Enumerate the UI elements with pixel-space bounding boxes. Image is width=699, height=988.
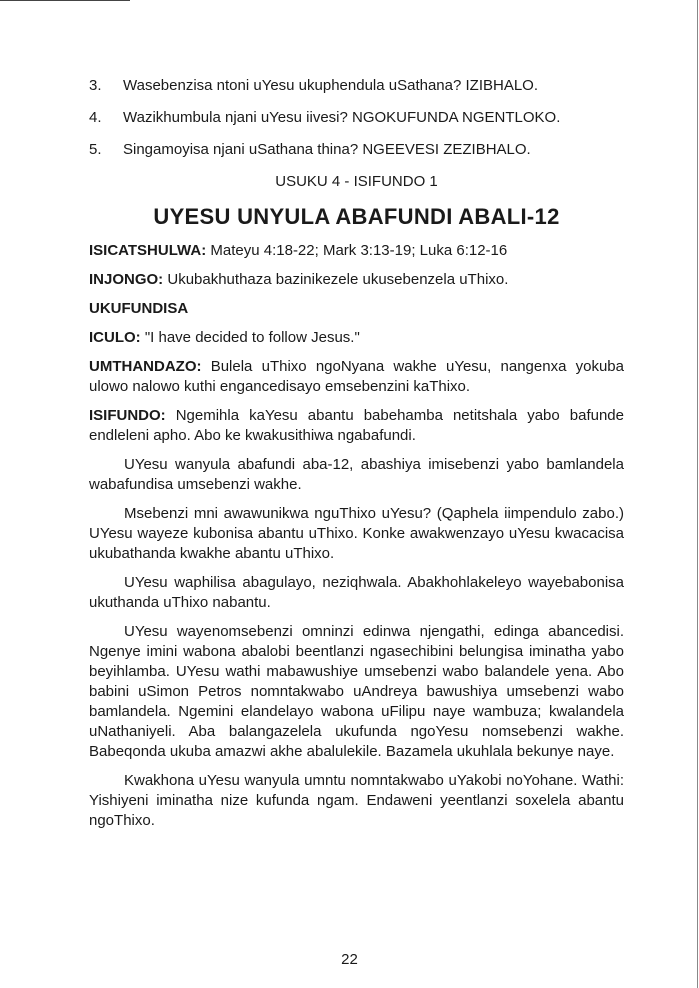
teaching-heading: UKUFUNDISA (89, 300, 189, 317)
objective (89, 270, 624, 290)
lesson-title: UYESU UNYULA ABAFUNDI ABALI-12 (153, 204, 560, 229)
song (89, 328, 624, 348)
lesson-intro-text: Ngemihla kaYesu abantu babehamba netitshala yabo bafunde endleleni apho. Abo ke kwakusithiwa ngabafundi. (89, 407, 624, 444)
question-text: Wasebenzisa ntoni uYesu ukuphendula uSathana? IZIBHALO. (123, 77, 539, 94)
question-item (89, 77, 624, 95)
scan-right-edge-line (697, 0, 698, 988)
prayer-label: UMTHANDAZO: (89, 358, 202, 375)
body-paragraph: Msebenzi mni awawunikwa nguThixo uYesu? (Qaphela iimpendulo zabo.) UYesu wayeze kubonisa abantu uThixo. Konke awakwenzayo uYesu kwacacisa ukubathanda kwakhe abantu uThixo. (89, 505, 624, 562)
question-text: Singamoyisa njani uSathana thina? NGEEVESI ZEZIBHALO. (123, 141, 531, 158)
objective-text: Ukubakhuthaza bazinikezele ukusebenzela uThixo. (163, 271, 509, 288)
question-item (89, 141, 624, 159)
scripture-label: ISICATSHULWA: (89, 242, 207, 259)
prayer-text: Bulela uThixo ngoNyana wakhe uYesu, nangenxa yokuba ulowo nalowo kuthi engancedisayo emsebenzini kaThixo. (89, 358, 624, 395)
page-number: 22 (341, 951, 358, 968)
scan-top-edge-line (0, 0, 130, 1)
lesson-label: USUKU 4 - ISIFUNDO 1 (275, 173, 438, 190)
scripture-reference (89, 241, 624, 261)
song-text: "I have decided to follow Jesus." (140, 329, 360, 346)
question-item (89, 109, 624, 127)
body-paragraph: UYesu wanyula abafundi aba-12, abashiya imisebenzi yabo bamlandela wabafundisa umsebenzi wakhe. (89, 456, 624, 493)
page-body (89, 77, 624, 831)
question-text: Wazikhumbula njani uYesu iivesi? NGOKUFUNDA NGENTLOKO. (123, 109, 561, 126)
body-paragraph: UYesu wayenomsebenzi omninzi edinwa njengathi, edinga abancedisi. Ngenye imini wabona abalobi beentlanzi ngasechibini belungisa iminatha yabo beyihlamba. UYesu wathi mabawushiye umsebenzi wabo balandele yena. Abo babini uSimon Petros nomntakwabo uAndreya bawushiya umsebenzi wabo bamlandela. Ngemini elandelayo wabona uFilipu naye wambuza; kwalandela uNathaniyeli. Aba balangazelela ukufunda ngoYesu nomsebenzi wakhe. Babeqonda ukuba amazwi akhe abalulekile. Bazamela ukuhlala bekunye naye. (89, 623, 624, 760)
scripture-text: Mateyu 4:18-22; Mark 3:13-19; Luka 6:12-16 (206, 242, 508, 259)
question-number: 4. (89, 109, 102, 126)
song-label: ICULO: (89, 329, 141, 346)
question-number: 3. (89, 77, 102, 94)
body-paragraph: Kwakhona uYesu wanyula umntu nomntakwabo uYakobi noYohane. Wathi: Yishiyeni iminatha nize kufunda ngam. Endaweni yeentlanzi soxelela abantu ngoThixo. (89, 772, 624, 829)
body-paragraph: UYesu waphilisa abagulayo, neziqhwala. Abakhohlakeleyo wayebabonisa ukuthanda uThixo nabantu. (89, 574, 624, 611)
lesson-intro (89, 406, 624, 446)
question-number: 5. (89, 141, 102, 158)
objective-label: INJONGO: (89, 271, 164, 288)
prayer (89, 357, 624, 397)
lesson-intro-label: ISIFUNDO: (89, 407, 166, 424)
